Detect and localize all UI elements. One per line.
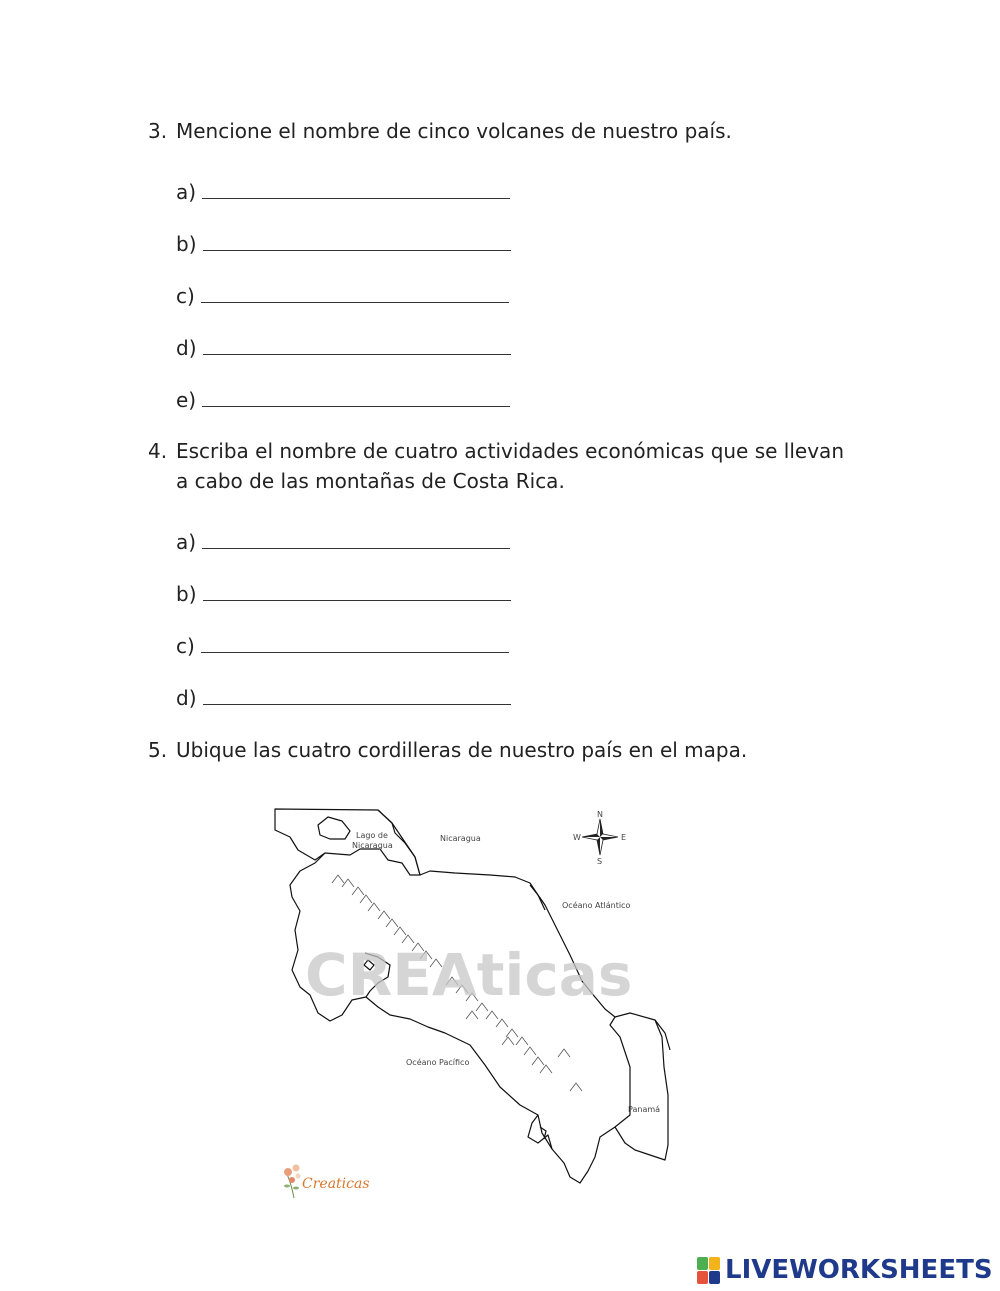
liveworksheets-icon	[697, 1257, 721, 1285]
answer-label: e)	[176, 388, 197, 412]
answer-label: b)	[176, 582, 197, 606]
answer-blank-3d[interactable]	[203, 336, 511, 355]
label-nicaragua: Nicaragua	[440, 834, 481, 843]
watermark: CREAticas	[305, 941, 633, 1009]
question-4-text-line2: a cabo de las montañas de Costa Rica.	[176, 469, 565, 493]
label-atlantic: Océano Atlántico	[562, 901, 631, 910]
brand-name: Creaticas	[302, 1176, 370, 1192]
answer-3e	[176, 388, 510, 412]
answer-3d	[176, 336, 511, 360]
panama-border	[615, 1013, 668, 1160]
answer-blank-4c[interactable]	[201, 634, 509, 653]
answer-label: c)	[176, 634, 195, 658]
liveworksheets-text: LIVEWORKSHEETS	[725, 1255, 993, 1285]
answer-blank-4b[interactable]	[203, 582, 511, 601]
answer-label: c)	[176, 284, 195, 308]
question-4-text-line1: Escriba el nombre de cuatro actividades económicas que se llevan	[176, 439, 844, 463]
compass-w: W	[573, 833, 581, 842]
answer-blank-3a[interactable]	[202, 180, 510, 199]
question-5-number: 5.	[148, 738, 168, 762]
nicaragua-region	[275, 809, 420, 875]
answer-label: d)	[176, 336, 197, 360]
answer-blank-3b[interactable]	[203, 232, 511, 251]
label-panama: Panamá	[628, 1105, 661, 1114]
answer-3a	[176, 180, 510, 204]
nicaragua-shore	[378, 810, 545, 910]
compass-e: E	[621, 833, 627, 842]
answer-label: a)	[176, 180, 197, 204]
question-5	[148, 735, 747, 765]
question-3-number: 3.	[148, 119, 168, 143]
answer-label: b)	[176, 232, 197, 256]
answer-3c	[176, 284, 509, 308]
question-4	[148, 436, 844, 496]
answer-blank-4a[interactable]	[202, 530, 510, 549]
answer-blank-3c[interactable]	[201, 284, 509, 303]
answer-4b	[176, 582, 511, 606]
answer-blank-4d[interactable]	[203, 686, 511, 705]
label-lake-line2: Nicaragua	[352, 841, 393, 850]
compass-rose-icon	[582, 819, 618, 855]
compass-s: S	[597, 857, 603, 866]
answer-label: a)	[176, 530, 197, 554]
answer-4a	[176, 530, 510, 554]
answer-blank-3e[interactable]	[202, 388, 510, 407]
answer-label: d)	[176, 686, 197, 710]
answer-3b	[176, 232, 511, 256]
question-4-number: 4.	[148, 439, 168, 463]
question-3-text: Mencione el nombre de cinco volcanes de nuestro país.	[176, 119, 732, 143]
lake-nicaragua	[318, 817, 350, 839]
compass-n: N	[597, 810, 603, 819]
question-3	[148, 116, 732, 146]
answer-4d	[176, 686, 511, 710]
answer-4c	[176, 634, 509, 658]
question-5-text: Ubique las cuatro cordilleras de nuestro país en el mapa.	[176, 738, 748, 762]
label-lake-line1: Lago de	[356, 831, 388, 840]
costa-rica-map[interactable]	[270, 805, 675, 1190]
creaticas-logo	[282, 1162, 370, 1204]
label-pacific: Océano Pacífico	[406, 1058, 470, 1067]
